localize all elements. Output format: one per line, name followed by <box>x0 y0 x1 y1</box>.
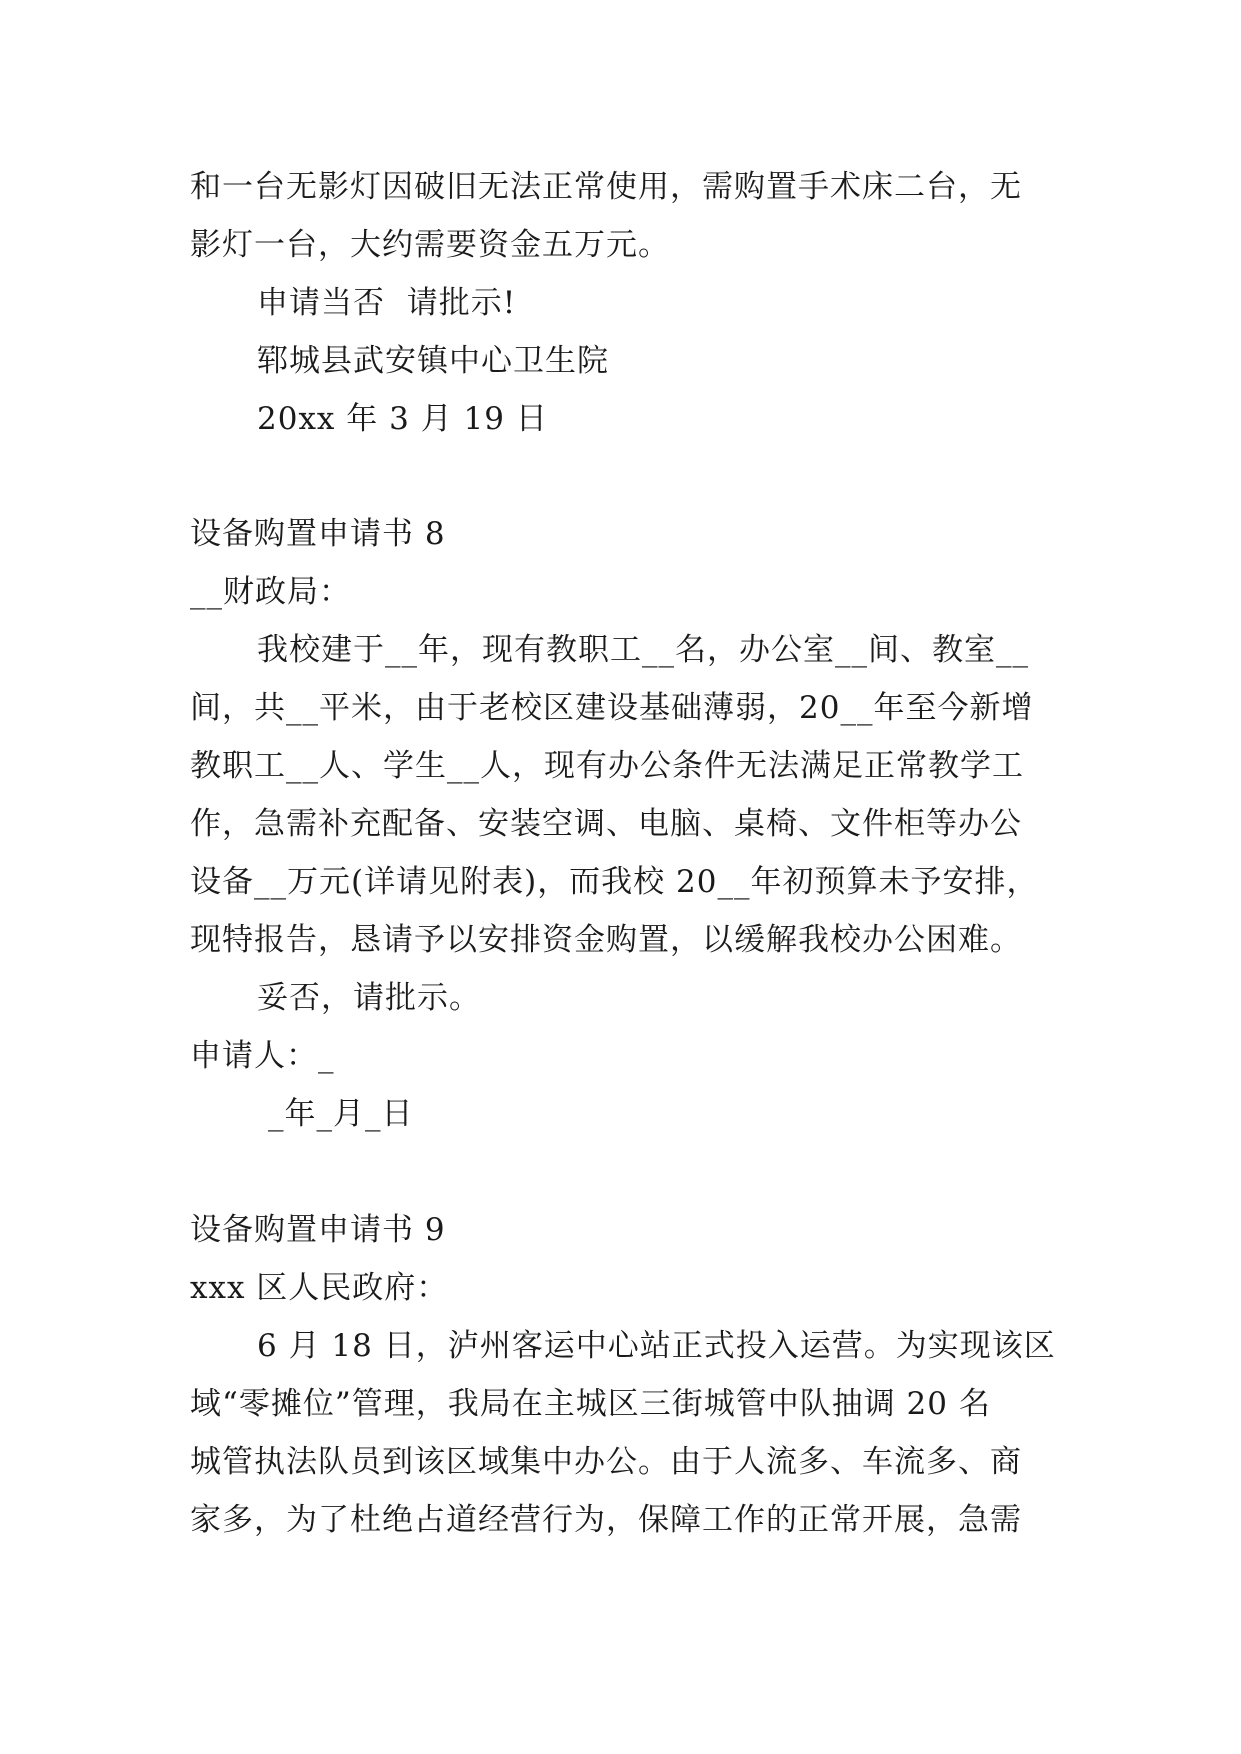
paragraph-line: 家多，为了杜绝占道经营行为，保障工作的正常开展，急需 <box>190 1502 1022 1538</box>
paragraph-line: 和一台无影灯因破旧无法正常使用，需购置手术床二台，无 <box>190 169 1022 205</box>
date-line: 20xx 年 3 月 19 日 <box>257 401 548 437</box>
section-title: 设备购置申请书 9 <box>190 1212 446 1248</box>
paragraph-line: 影灯一台，大约需要资金五万元。 <box>190 227 670 263</box>
request-line: 申请当否 请批示! <box>257 285 517 321</box>
applicant-line: 申请人：_ <box>190 1038 335 1074</box>
addressee: xxx 区人民政府： <box>190 1270 449 1306</box>
paragraph-line: 我校建于__年，现有教职工__名，办公室__间、教室__ <box>257 632 1029 668</box>
section-title: 设备购置申请书 8 <box>190 516 446 552</box>
addressee: __财政局： <box>190 574 351 610</box>
paragraph-line: 域“零摊位”管理，我局在主城区三街城管中队抽调 20 名 <box>190 1386 991 1422</box>
paragraph-line: 间，共__平米，由于老校区建设基础薄弱，20__年至今新增 <box>190 690 1034 726</box>
date-line: _年_月_日 <box>268 1096 414 1132</box>
organization-name: 郓城县武安镇中心卫生院 <box>257 343 609 379</box>
paragraph-line: 城管执法队员到该区域集中办公。由于人流多、车流多、商 <box>190 1444 1022 1480</box>
closing-line: 妥否，请批示。 <box>257 980 481 1016</box>
paragraph-line: 作，急需补充配备、安装空调、电脑、桌椅、文件柜等办公 <box>190 806 1022 842</box>
paragraph-line: 6 月 18 日，泸州客运中心站正式投入运营。为实现该区 <box>257 1328 1056 1364</box>
paragraph-line: 设备__万元(详请见附表)，而我校 20__年初预算未予安排， <box>190 864 1039 900</box>
paragraph-line: 教职工__人、学生__人，现有办公条件无法满足正常教学工 <box>190 748 1024 784</box>
paragraph-line: 现特报告，恳请予以安排资金购置，以缓解我校办公困难。 <box>190 922 1022 958</box>
